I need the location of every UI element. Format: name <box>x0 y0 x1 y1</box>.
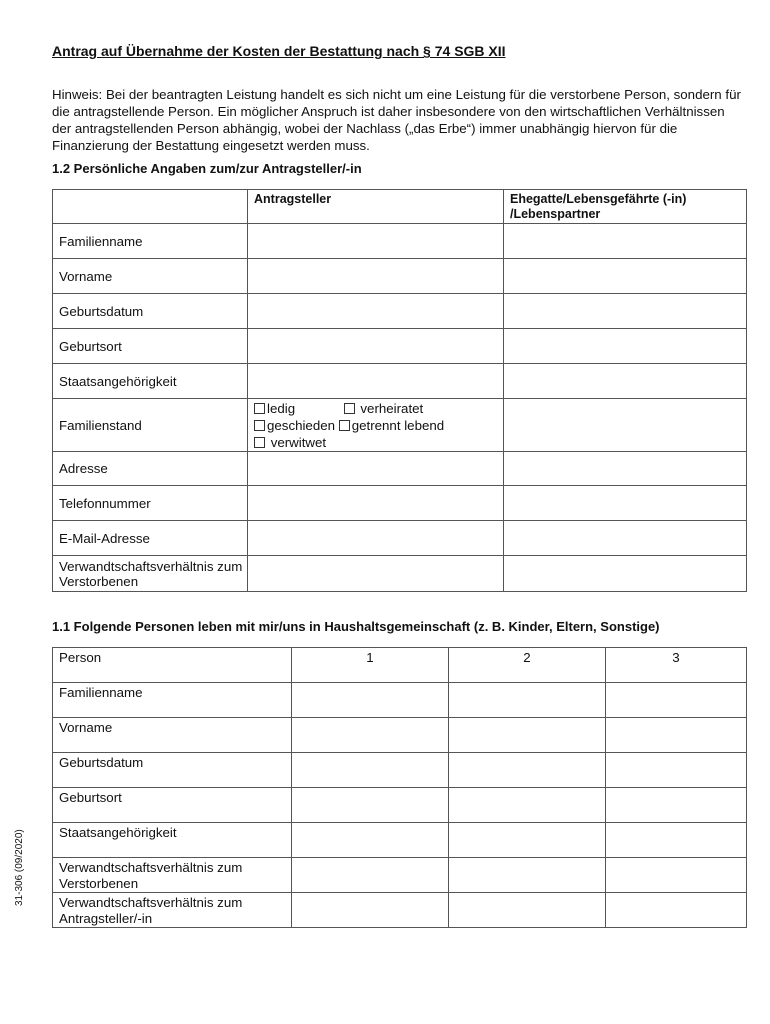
row-label-vorname: Vorname <box>53 259 248 294</box>
row-label-familienname: Familienname <box>53 224 248 259</box>
header-person-2: 2 <box>449 648 606 683</box>
header-person-3: 3 <box>606 648 747 683</box>
person2-geburtsort-field[interactable] <box>449 788 606 823</box>
header-person-1: 1 <box>292 648 449 683</box>
option-geschieden-label: geschieden <box>267 418 336 433</box>
person3-geburtsort-field[interactable] <box>606 788 747 823</box>
personal-data-table <box>52 189 747 592</box>
spouse-vorname-field[interactable] <box>504 259 747 294</box>
person2-familienname-field[interactable] <box>449 683 606 718</box>
applicant-familienname-field[interactable] <box>248 224 504 259</box>
spouse-geburtsdatum-field[interactable] <box>504 294 747 329</box>
applicant-adresse-field[interactable] <box>248 452 504 486</box>
row-label-geburtsort: Geburtsort <box>53 788 292 823</box>
person2-geburtsdatum-field[interactable] <box>449 753 606 788</box>
option-verheiratet-label: verheiratet <box>360 401 424 416</box>
person3-staatsangehoerigkeit-field[interactable] <box>606 823 747 858</box>
section-heading-personal: 1.2 Persönliche Angaben zum/zur Antragsteller/-in <box>52 161 362 176</box>
hint-text: Hinweis: Bei der beantragten Leistung handelt es sich nicht um eine Leistung für die verstorbene Person, sondern für die antragstellende Person. Ein möglicher Anspruch ist daher insbesondere von den wirtschaftlichen Verhältnissen der antragstellenden Person abhängig, wobei der Nachlass („das Erbe“) immer unabhängig hiervon für die Finanzierung der Bestattung eingesetzt werden muss. <box>52 87 741 153</box>
person3-vorname-field[interactable] <box>606 718 747 753</box>
header-applicant: Antragsteller <box>248 190 504 224</box>
person2-verwandtschaft-verstorbener-field[interactable] <box>449 858 606 893</box>
person1-verwandtschaft-antragsteller-field[interactable] <box>292 893 449 928</box>
person3-geburtsdatum-field[interactable] <box>606 753 747 788</box>
familienstand-options <box>248 399 504 452</box>
row-label-familienname: Familienname <box>53 683 292 718</box>
form-title: Antrag auf Übernahme der Kosten der Bestattung nach § 74 SGB XII <box>52 43 506 59</box>
spouse-geburtsort-field[interactable] <box>504 329 747 364</box>
person1-geburtsort-field[interactable] <box>292 788 449 823</box>
person1-vorname-field[interactable] <box>292 718 449 753</box>
row-label-verwandtschaft: Verwandtschaftsverhältnis zum Verstorbenen <box>53 556 248 592</box>
checkbox-geschieden[interactable] <box>254 420 265 431</box>
person2-vorname-field[interactable] <box>449 718 606 753</box>
row-label-telefon: Telefonnummer <box>53 486 248 521</box>
row-label-verwandtschaft-antragsteller: Verwandtschaftsverhältnis zum Antragsteller/-in <box>53 893 292 928</box>
option-ledig-label: ledig <box>267 401 296 416</box>
person2-staatsangehoerigkeit-field[interactable] <box>449 823 606 858</box>
row-label-staatsangehoerigkeit: Staatsangehörigkeit <box>53 823 292 858</box>
spouse-telefon-field[interactable] <box>504 486 747 521</box>
row-label-verwandtschaft-verstorbener: Verwandtschaftsverhältnis zum Verstorbenen <box>53 858 292 893</box>
applicant-telefon-field[interactable] <box>248 486 504 521</box>
household-table <box>52 647 747 928</box>
row-label-email: E-Mail-Adresse <box>53 521 248 556</box>
option-verwitwet-label: verwitwet <box>270 435 327 450</box>
spouse-verwandtschaft-field[interactable] <box>504 556 747 592</box>
spouse-staatsangehoerigkeit-field[interactable] <box>504 364 747 399</box>
person1-staatsangehoerigkeit-field[interactable] <box>292 823 449 858</box>
applicant-geburtsort-field[interactable] <box>248 329 504 364</box>
person3-verwandtschaft-verstorbener-field[interactable] <box>606 858 747 893</box>
spouse-email-field[interactable] <box>504 521 747 556</box>
row-label-adresse: Adresse <box>53 452 248 486</box>
section-heading-household: 1.1 Folgende Personen leben mit mir/uns in Haushaltsgemeinschaft (z. B. Kinder, Eltern, Sonstige) <box>52 619 660 634</box>
row-label-vorname: Vorname <box>53 718 292 753</box>
row-label-geburtsdatum: Geburtsdatum <box>53 294 248 329</box>
spouse-familienstand-field[interactable] <box>504 399 747 452</box>
row-label-geburtsort: Geburtsort <box>53 329 248 364</box>
person1-verwandtschaft-verstorbener-field[interactable] <box>292 858 449 893</box>
applicant-staatsangehoerigkeit-field[interactable] <box>248 364 504 399</box>
row-label-staatsangehoerigkeit: Staatsangehörigkeit <box>53 364 248 399</box>
header-empty <box>53 190 248 224</box>
applicant-verwandtschaft-field[interactable] <box>248 556 504 592</box>
row-label-geburtsdatum: Geburtsdatum <box>53 753 292 788</box>
row-label-familienstand: Familienstand <box>53 399 248 452</box>
header-person: Person <box>53 648 292 683</box>
applicant-email-field[interactable] <box>248 521 504 556</box>
person1-familienname-field[interactable] <box>292 683 449 718</box>
person3-verwandtschaft-antragsteller-field[interactable] <box>606 893 747 928</box>
checkbox-verheiratet[interactable] <box>344 403 355 414</box>
checkbox-ledig[interactable] <box>254 403 265 414</box>
option-getrennt-label: getrennt lebend <box>351 418 445 433</box>
spouse-adresse-field[interactable] <box>504 452 747 486</box>
checkbox-getrennt[interactable] <box>339 420 350 431</box>
checkbox-verwitwet[interactable] <box>254 437 265 448</box>
person1-geburtsdatum-field[interactable] <box>292 753 449 788</box>
applicant-vorname-field[interactable] <box>248 259 504 294</box>
header-spouse: Ehegatte/Lebensgefährte (-in) /Lebenspartner <box>504 190 747 224</box>
spouse-familienname-field[interactable] <box>504 224 747 259</box>
form-code: 31-306 (09/2020) <box>14 829 25 906</box>
person2-verwandtschaft-antragsteller-field[interactable] <box>449 893 606 928</box>
person3-familienname-field[interactable] <box>606 683 747 718</box>
applicant-geburtsdatum-field[interactable] <box>248 294 504 329</box>
